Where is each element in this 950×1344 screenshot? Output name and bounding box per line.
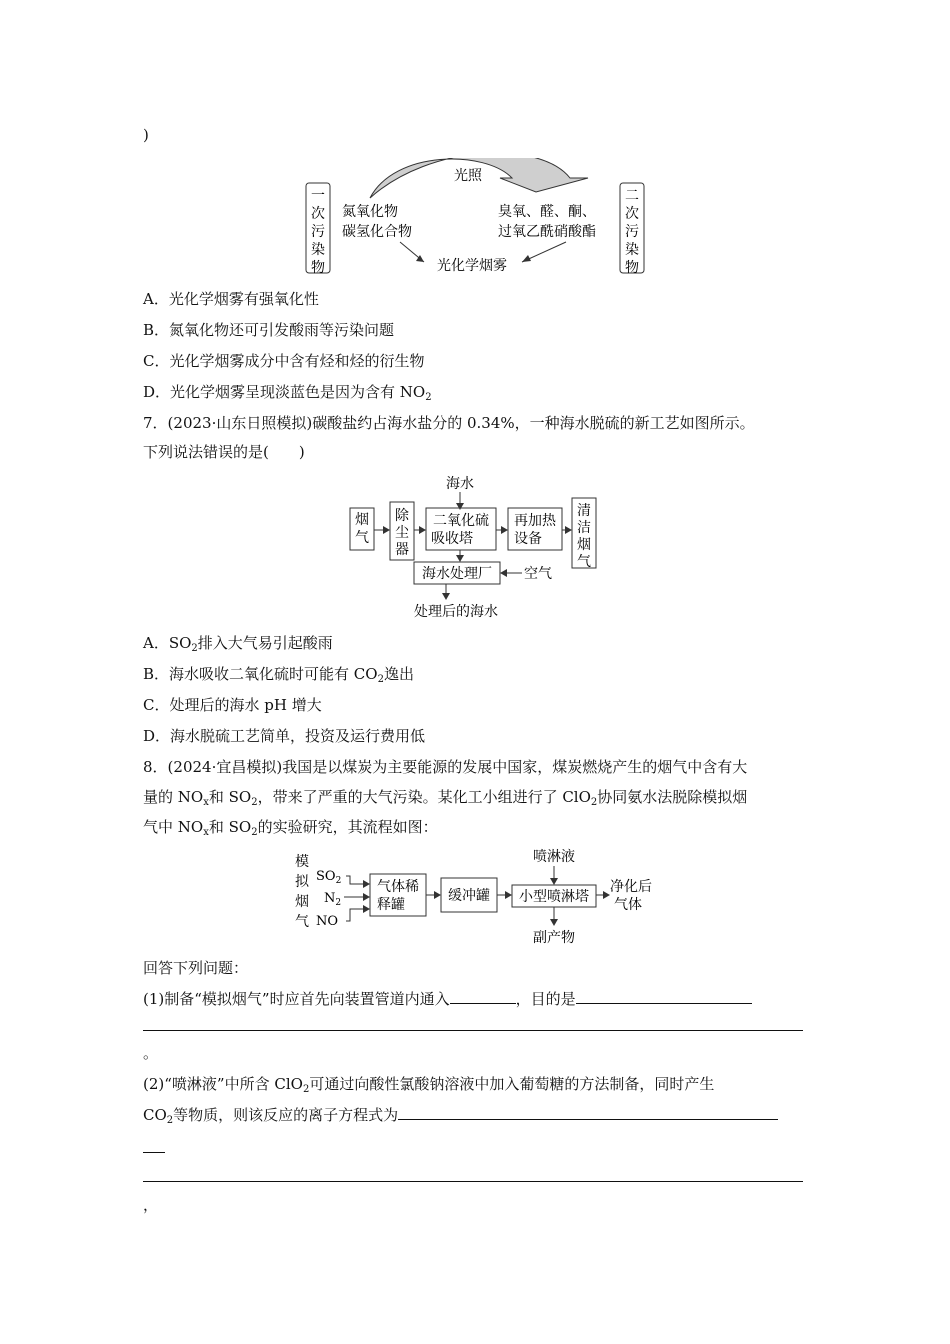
spray-tower-label: 小型喷淋塔: [519, 889, 589, 905]
q8-part1: (1)制备“模拟烟气”时应首先向装置管道内通入 ，目的是: [143, 988, 752, 1010]
q8-part1-end: 。: [143, 1044, 159, 1062]
q6-option-b: B．氮氧化物还可引发酸雨等污染问题: [143, 321, 395, 339]
svg-text:拟: 拟: [295, 874, 309, 890]
q7-option-c: C．处理后的海水 pH 增大: [143, 696, 322, 714]
simulated-flue-gas-flow-diagram: [292, 846, 664, 950]
svg-text:二: 二: [625, 188, 639, 204]
q7-stem-line1: 7．(2023·山东日照模拟)碳酸盐约占海水盐分的 0.34%，一种海水脱硫的新工艺如图所示。: [143, 414, 755, 432]
svg-text:染: 染: [311, 242, 325, 258]
q7-option-a: A．$SO_2$排入大气易引起酸雨: [143, 634, 333, 654]
svg-text:物: 物: [625, 260, 639, 276]
answer-blank-gas[interactable]: [450, 989, 516, 1004]
n2-label: $N_2$: [324, 891, 342, 908]
svg-text:污: 污: [311, 224, 325, 240]
buffer-tank-label: 缓冲罐: [448, 888, 490, 904]
q8-part2-line1: (2)“喷淋液”中所含 ClO$_2$可通过向酸性氯酸钠溶液中加入葡萄糖的方法制备，同时产生: [143, 1075, 715, 1095]
svg-text:尘: 尘: [395, 525, 409, 541]
spray-liquid-label: 喷淋液: [533, 849, 575, 865]
secondary-line1: 臭氧、醛、酮、: [498, 204, 596, 220]
q8-answer-prompt: 回答下列问题：: [143, 959, 249, 977]
svg-text:烟: 烟: [577, 537, 591, 553]
svg-text:气: 气: [355, 530, 369, 546]
desulfurization-flow-diagram: [346, 472, 608, 622]
svg-text:气: 气: [295, 914, 309, 930]
light-label: 光照: [454, 168, 482, 184]
svg-text:气: 气: [577, 554, 591, 570]
primary-line1: 氮氧化物: [342, 204, 398, 220]
svg-text:物: 物: [311, 260, 325, 276]
q8-stem-line3: 气中 $NO_x$和 $SO_2$的实验研究，其流程如图：: [143, 818, 438, 838]
q7-option-d: D．海水脱硫工艺简单，投资及运行费用低: [143, 727, 426, 745]
plant-label: 海水处理厂: [422, 566, 492, 582]
q6-option-d: D．光化学烟雾呈现淡蓝色是因为含有 $NO_2$: [143, 383, 432, 403]
answer-blank-equation-line[interactable]: [143, 1167, 803, 1182]
so2-label: $SO_2$: [316, 869, 342, 886]
q7-option-b: B．海水吸收二氧化硫时可能有 $CO_2$逸出: [143, 665, 414, 685]
secondary-line2: 过氧乙酰硝酸酯: [498, 224, 596, 240]
reheat-line1: 再加热: [514, 513, 556, 529]
svg-text:除: 除: [395, 508, 409, 524]
svg-text:次: 次: [311, 206, 325, 222]
photochemical-smog-diagram: [300, 158, 652, 278]
dilution-line2: 释罐: [377, 897, 405, 913]
q8-part2-line2: $CO_2$等物质，则该反应的离子方程式为: [143, 1104, 778, 1126]
answer-blank-equation-cont[interactable]: [143, 1138, 165, 1153]
dilution-line1: 气体稀: [377, 879, 419, 895]
answer-blank-equation[interactable]: [398, 1105, 778, 1120]
primary-line2: 碳氢化合物: [342, 224, 412, 240]
svg-text:染: 染: [625, 242, 639, 258]
svg-text:清: 清: [577, 503, 591, 519]
svg-text:次: 次: [625, 206, 639, 222]
air-label: 空气: [524, 566, 552, 582]
tower-line2: 吸收塔: [431, 531, 473, 547]
q8-part2-end: ，: [143, 1196, 159, 1214]
treated-seawater-label: 处理后的海水: [414, 604, 498, 620]
svg-text:器: 器: [395, 542, 409, 558]
answer-blank-purpose[interactable]: [576, 989, 752, 1004]
q7-stem-line2: 下列说法错误的是( ): [143, 443, 305, 461]
byproduct-label: 副产物: [533, 930, 575, 946]
svg-text:烟: 烟: [355, 512, 369, 528]
purified-line2: 气体: [614, 897, 642, 913]
answer-blank-purpose-cont[interactable]: [143, 1016, 803, 1031]
q6-option-a: A．光化学烟雾有强氧化性: [143, 290, 319, 308]
right-box-label: [625, 188, 639, 276]
purified-line1: 净化后: [610, 879, 652, 895]
svg-text:一: 一: [311, 188, 325, 204]
svg-text:污: 污: [625, 224, 639, 240]
paren-close: ): [143, 126, 149, 144]
tower-line1: 二氧化硫: [433, 513, 489, 529]
q8-stem-line1: 8．(2024·宜昌模拟)我国是以煤炭为主要能源的发展中国家，煤炭燃烧产生的烟气中含有大: [143, 758, 748, 776]
left-box-label: [311, 188, 325, 276]
svg-text:模: 模: [295, 854, 309, 870]
smog-label: 光化学烟雾: [437, 258, 507, 274]
seawater-label: 海水: [446, 476, 474, 492]
svg-text:烟: 烟: [295, 894, 309, 910]
q6-option-c: C．光化学烟雾成分中含有烃和烃的衍生物: [143, 352, 425, 370]
q8-stem-line2: 量的 $NO_x$和 $SO_2$，带来了严重的大气污染。某化工小组进行了 ClO$_2$协同氨水法脱除模拟烟: [143, 788, 748, 808]
svg-text:洁: 洁: [577, 520, 591, 536]
reheat-line2: 设备: [514, 531, 542, 547]
no-label: NO: [316, 914, 339, 929]
